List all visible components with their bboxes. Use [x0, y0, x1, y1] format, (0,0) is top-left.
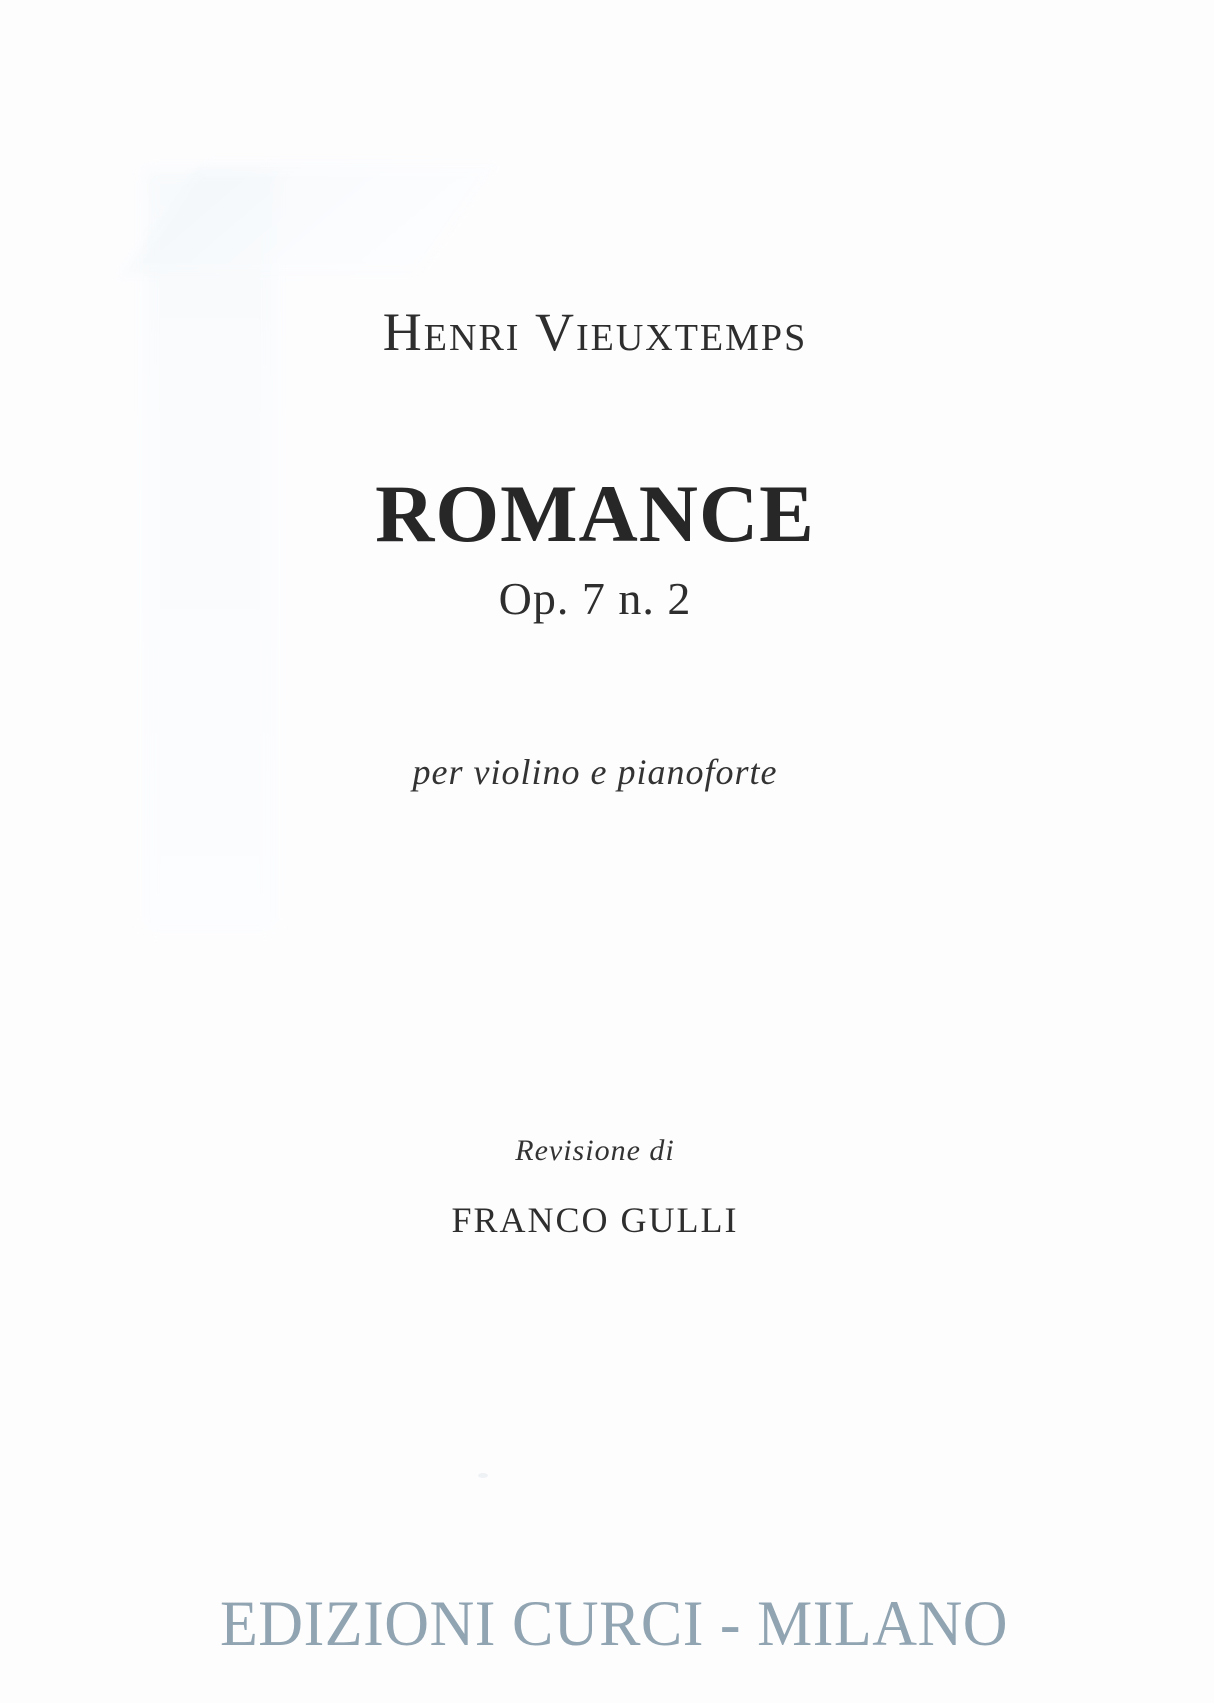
revision-label-text: Revisione di [515, 1134, 675, 1167]
publisher-imprint [0, 1588, 1214, 1660]
publisher-imprint-text: EDIZIONI CURCI - MILANO [219, 1588, 1009, 1660]
editor-name-text: FRANCO GULLI [451, 1200, 739, 1240]
opus-number-text: Op. 7 n. 2 [498, 573, 692, 624]
scan-speck-artifact [478, 1473, 488, 1478]
piece-title-text: ROMANCE [375, 468, 815, 559]
instrumentation-text: per violino e pianoforte [412, 752, 778, 792]
opus-number [0, 573, 1214, 624]
composer-name-text: Henri Vieuxtemps [382, 302, 808, 362]
piece-title [0, 468, 1214, 559]
editor-name [0, 1202, 1214, 1238]
instrumentation [0, 754, 1214, 790]
composer-name [0, 302, 1214, 362]
scan-corner-artifact [121, 165, 498, 275]
revision-label [0, 1136, 1214, 1166]
